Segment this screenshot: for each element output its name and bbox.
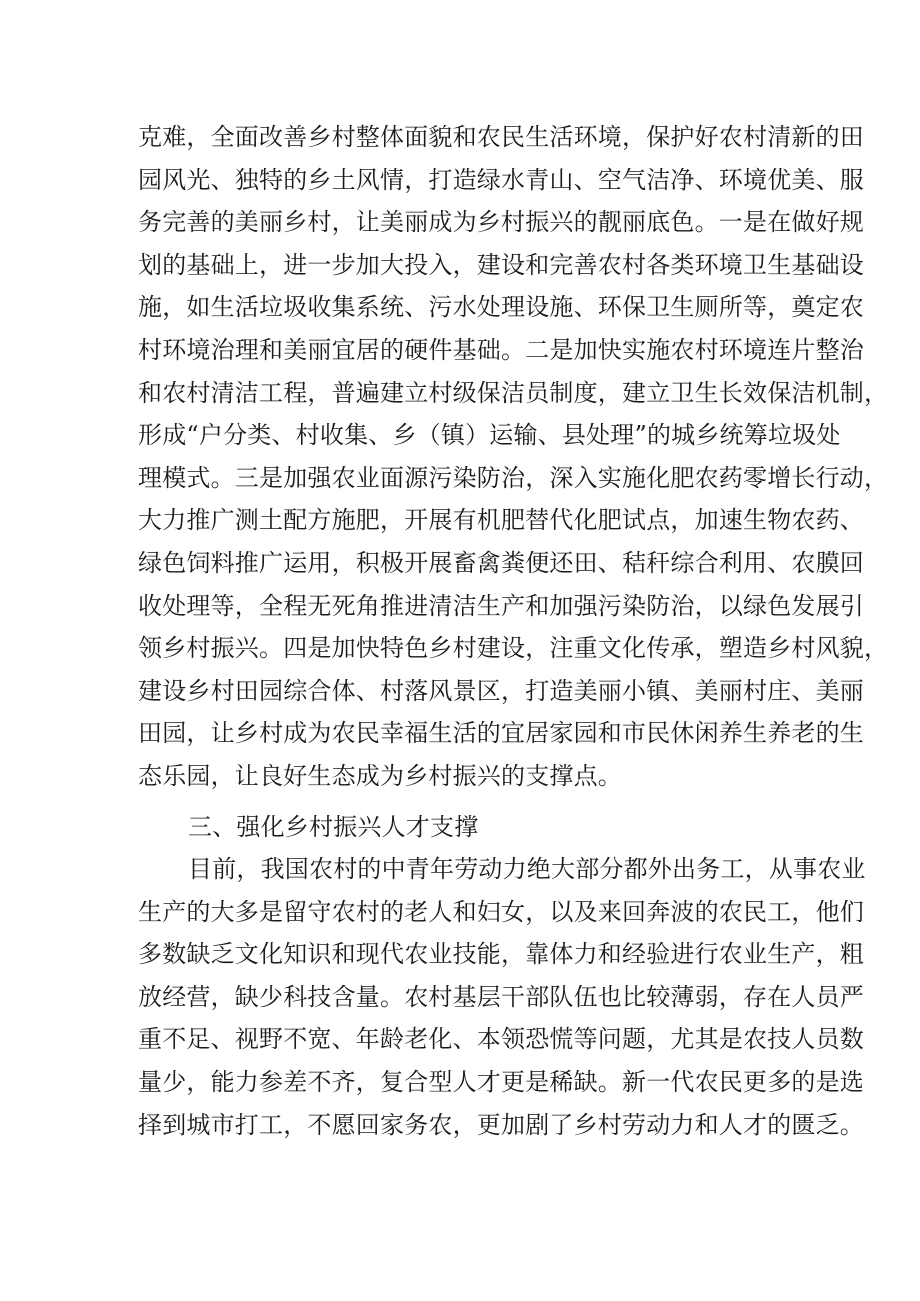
text-line: 大力推广测土配方施肥，开展有机肥替代化肥试点，加速生物农药、 xyxy=(138,506,864,535)
text-line: 生产的大多是留守农村的老人和妇女，以及来回奔波的农民工，他们 xyxy=(138,897,864,926)
text-line: 形成“户分类、村收集、乡（镇）运输、县处理”的城乡统筹垃圾处 xyxy=(138,421,841,450)
text-line: 态乐园，让良好生态成为乡村振兴的支撑点。 xyxy=(138,761,622,790)
text-line: 园风光、独特的乡土风情，打造绿水青山、空气洁净、环境优美、服 xyxy=(138,165,864,194)
paragraph-environment xyxy=(138,116,889,798)
text-line: 施，如生活垃圾收集系统、污水处理设施、环保卫生厕所等，奠定农 xyxy=(138,293,864,322)
text-line: 重不足、视野不宽、年龄老化、本领恐慌等问题，尤其是农技人员数 xyxy=(138,1025,864,1054)
text-line: 建设乡村田园综合体、村落风景区，打造美丽小镇、美丽村庄、美丽 xyxy=(138,676,864,705)
text-line: 择到城市打工，不愿回家务农，更加剧了乡村劳动力和人才的匮乏。 xyxy=(138,1110,864,1139)
text-line: 和农村清洁工程，普遍建立村级保洁员制度，建立卫生长效保洁机制， xyxy=(138,378,889,407)
text-line: 理模式。三是加强农业面源污染防治，深入实施化肥农药零增长行动， xyxy=(138,463,889,492)
paragraph-talent xyxy=(138,848,866,1146)
text-line: 划的基础上，进一步加大投入，建设和完善农村各类环境卫生基础设 xyxy=(138,250,864,279)
text-line: 务完善的美丽乡村，让美丽成为乡村振兴的靓丽底色。一是在做好规 xyxy=(138,208,864,237)
text-line: 领乡村振兴。四是加快特色乡村建设，注重文化传承，塑造乡村风貌， xyxy=(138,634,889,663)
text-line: 田园，让乡村成为农民幸福生活的宜居家园和市民休闲养生养老的生 xyxy=(138,719,864,748)
section-heading-wrapper xyxy=(138,806,818,849)
text-line: 目前，我国农村的中青年劳动力绝大部分都外出务工，从事农业 xyxy=(188,855,866,883)
text-line: 量少，能力参差不齐，复合型人才更是稀缺。新一代农民更多的是选 xyxy=(138,1067,864,1096)
text-line: 多数缺乏文化知识和现代农业技能，靠体力和经验进行农业生产，粗 xyxy=(138,940,864,969)
section-heading: 三、强化乡村振兴人才支撑 xyxy=(188,813,479,841)
text-line: 放经营，缺少科技含量。农村基层干部队伍也比较薄弱，存在人员严 xyxy=(138,982,864,1011)
text-line: 村环境治理和美丽宜居的硬件基础。二是加快实施农村环境连片整治 xyxy=(138,335,864,364)
text-line: 收处理等，全程无死角推进清洁生产和加强污染防治，以绿色发展引 xyxy=(138,591,864,620)
text-line: 克难，全面改善乡村整体面貌和农民生活环境，保护好农村清新的田 xyxy=(138,123,864,151)
text-line: 绿色饲料推广运用，积极开展畜禽粪便还田、秸秆综合利用、农膜回 xyxy=(138,548,864,577)
